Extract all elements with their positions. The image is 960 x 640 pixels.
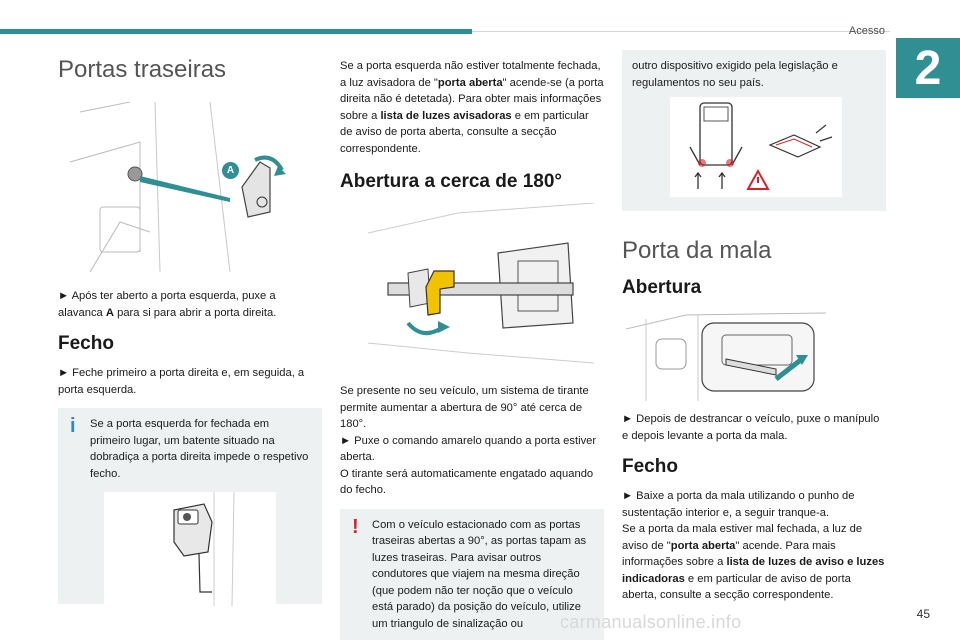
warning-note-continuation-text: outro dispositivo exigido pela legislação e regulamentos no seu país. [632,60,838,89]
chapter-number: 2 [914,41,942,95]
paragraph-door-warning-light [340,58,604,157]
instruction-pull-yellow-control: ► Puxe o comando amarelo quando a porta estiver aberta. [340,434,597,463]
figure-hinge-stop [104,492,276,606]
tailgate-warning-list-term: lista de luzes de aviso e luzes indicadoras [622,556,885,585]
column-right [622,50,886,610]
warning-lights-list-term: lista de luzes avisadoras [380,109,512,122]
instruction-pull-lever-text-end: para si para abrir a porta direita. [114,306,277,319]
header-accent-bar [0,29,472,34]
figure-tailgate-handle [626,309,826,401]
instruction-pull-lever [58,288,322,321]
column-middle [340,50,604,640]
tailgate-handle-illustration [626,309,826,401]
figure-rear-door-lever [60,102,286,274]
instruction-close-order: ► Feche primeiro a porta direita e, em seguida, a porta esquerda. [58,367,305,396]
section-title-tailgate: Porta da mala [622,237,772,264]
warning-triangle-illustration [670,97,842,197]
tailgate-door-open-term: porta aberta [670,539,736,552]
subsection-title-closing: Fecho [58,333,114,354]
callout-a-badge [222,162,239,179]
subsection-title-opening: Abertura [622,277,702,298]
door-warning-text-2: " acende-se (a porta direita não é detetada). Para obter mais informações sobre a [340,76,604,122]
callout-a-label: A [226,165,235,176]
tailgate-warning-text-2: " acende. Para mais informações sobre a [622,539,836,568]
subsection-title-180-opening: Abertura a cerca de 180° [340,171,562,192]
door-open-term: porta aberta [437,76,503,89]
paragraph-auto-engage: O tirante será automaticamente engatado aquando do fecho. [340,467,594,496]
figure-door-check-strap [368,203,594,373]
watermark: carmanualsonline.info [560,612,742,632]
tailgate-warning-text-3: e em particular de aviso de porta aberta, consulte a secção correspondente. [622,572,851,601]
door-check-strap-illustration [368,203,594,373]
warning-note-text: Com o veículo estacionado com as portas traseiras abertas a 90°, as portas tapam as luzes traseiras. Para avisar outros condutores que viajem na mesma direção (que podem não ter noção que o veículo está parado) da posição do veículo, utilize um triangulo de sinalização ou [372,518,587,630]
chapter-number-box [896,38,960,98]
figure-warning-triangle [670,97,842,197]
hinge-stop-illustration [104,492,276,606]
warning-icon: ! [352,515,359,538]
tailgate-warning-text-1: Se a porta da mala estiver mal fechada, a luz de aviso de " [622,523,863,552]
rear-door-lever-illustration [60,102,286,274]
lever-a-reference: A [105,306,114,319]
paragraph-tailgate-warning [622,521,886,604]
info-note-text: Se a porta esquerda for fechada em primeiro lugar, um batente situado na dobradiça a porta direita impede o respetivo fecho. [90,418,309,480]
door-warning-text-3: e em particular de aviso de porta aberta, consulte a secção correspondente. [340,109,589,155]
page-number: 45 [916,607,930,621]
subsection-title-tailgate-closing: Fecho [622,456,678,477]
info-note-hinge-stop [58,408,322,604]
instruction-open-tailgate: ► Depois de destrancar o veículo, puxe o manípulo e depois levante a porta da mala. [622,413,880,442]
column-left [58,50,322,604]
door-warning-text-1: Se a porta esquerda não estiver totalmente fechada, a luz avisadora de " [340,60,601,89]
info-icon: i [70,415,76,437]
section-title-rear-doors: Portas traseiras [58,56,227,83]
warning-note-continuation [622,50,886,211]
instruction-close-tailgate: ► Baixe a porta da mala utilizando o punho de sustentação interior e, a seguir tranque-a. [622,490,855,519]
section-label: Acesso [848,25,885,37]
paragraph-strap-system: Se presente no seu veículo, um sistema de tirante permite aumentar a abertura de 90° até cerca de 180°. [340,385,589,430]
instruction-pull-lever-text: ► Após ter aberto a porta esquerda, puxe a alavanca [58,290,276,319]
